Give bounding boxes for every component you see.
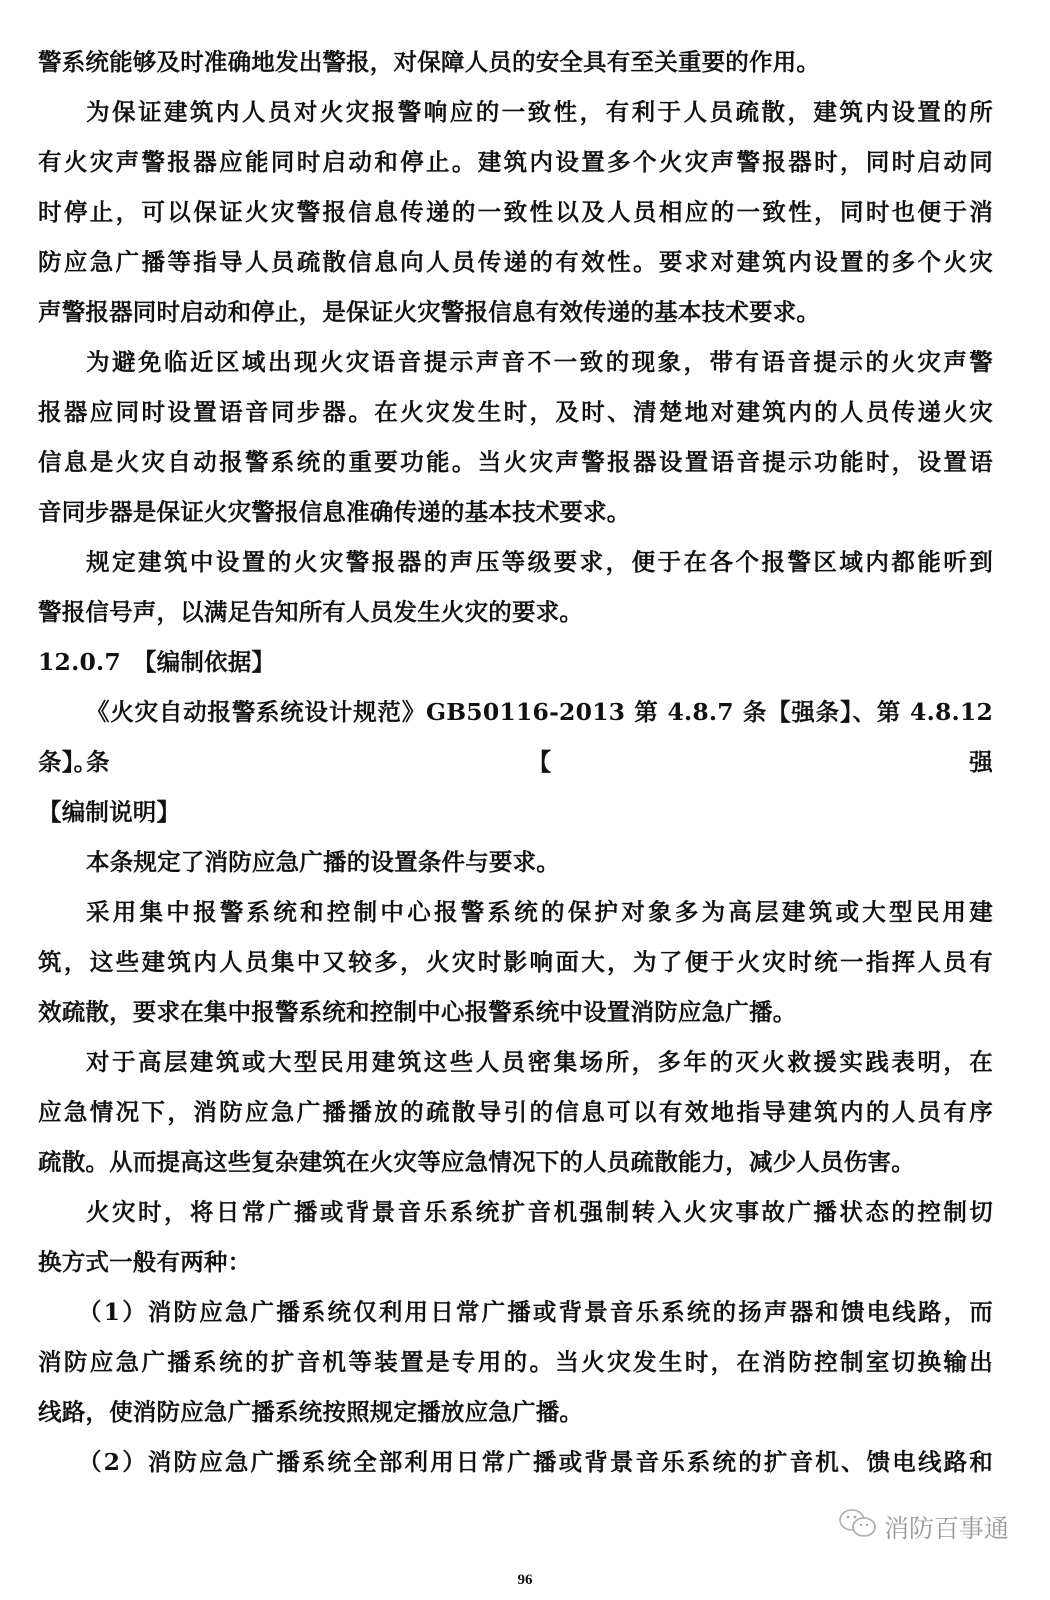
text-line: 为保证建筑内人员对火灾报警响应的一致性，有利于人员疏散，建筑内设置的所 [86, 98, 993, 126]
text-line: 线路，使消防应急广播系统按照规定播放应急广播。 [38, 1398, 584, 1426]
text-line: 声警报器同时启动和停止，是保证火灾警报信息有效传递的基本技术要求。 [38, 298, 821, 326]
document-body [38, 37, 993, 1487]
text-line: 信息是火灾自动报警系统的重要功能。当火灾声警报器设置语音提示功能时，设置语 [38, 448, 993, 476]
text-line: 本条规定了消防应急广播的设置条件与要求。 [86, 848, 560, 876]
watermark [838, 1508, 1009, 1546]
text-line: 警报信号声，以满足告知所有人员发生火灾的要求。 [38, 598, 584, 626]
text-line: 疏散。从而提高这些复杂建筑在火灾等应急情况下的人员疏散能力，减少人员伤害。 [38, 1148, 915, 1176]
list-item: （1）消防应急广播系统仅利用日常广播或背景音乐系统的扬声器和馈电线路，而 [78, 1298, 993, 1326]
list-item: （2）消防应急广播系统全部利用日常广播或背景音乐系统的扩音机、馈电线路和 [78, 1448, 993, 1476]
text-line: 条】。 [38, 748, 98, 776]
text-line: 音同步器是保证火灾警报信息准确传递的基本技术要求。 [38, 498, 631, 526]
subsection-heading: 【编制说明】 [38, 798, 181, 826]
text-line: 火灾时，将日常广播或背景音乐系统扩音机强制转入火灾事故广播状态的控制切 [86, 1198, 993, 1226]
text-line: 应急情况下，消防应急广播播放的疏散导引的信息可以有效地指导建筑内的人员有序 [38, 1098, 993, 1126]
text-line: 对于高层建筑或大型民用建筑这些人员密集场所，多年的灭火救援实践表明，在 [86, 1048, 993, 1076]
text-line: 规定建筑中设置的火灾警报器的声压等级要求，便于在各个报警区域内都能听到 [86, 548, 993, 576]
text-line: 换方式一般有两种： [38, 1248, 252, 1276]
text-line: 采用集中报警系统和控制中心报警系统的保护对象多为高层建筑或大型民用建 [86, 898, 993, 926]
text-line: 筑，这些建筑内人员集中又较多，火灾时影响面大，为了便于火灾时统一指挥人员有 [38, 948, 993, 976]
text-line: 为避免临近区域出现火灾语音提示声音不一致的现象，带有语音提示的火灾声警 [86, 348, 993, 376]
watermark-text: 消防百事通 [884, 1514, 1010, 1543]
text-line: 时停止，可以保证火灾警报信息传递的一致性以及人员相应的一致性，同时也便于消 [38, 198, 993, 226]
section-heading: 12.0.7 【编制依据】 [38, 648, 276, 676]
page-number: 96 [517, 1572, 533, 1588]
text-line: 《火灾自动报警系统设计规范》GB50116-2013 第 4.8.7 条【强条】、第 4.8.12 条【强 [86, 698, 993, 776]
text-line: 防应急广播等指导人员疏散信息向人员传递的有效性。要求对建筑内设置的多个火灾 [38, 248, 993, 276]
text-line: 有火灾声警报器应能同时启动和停止。建筑内设置多个火灾声警报器时，同时启动同 [38, 148, 993, 176]
wechat-icon [838, 1508, 878, 1546]
text-line: 报器应同时设置语音同步器。在火灾发生时，及时、清楚地对建筑内的人员传递火灾 [38, 398, 993, 426]
text-line: 消防应急广播系统的扩音机等装置是专用的。当火灾发生时，在消防控制室切换输出 [38, 1348, 993, 1376]
text-line: 效疏散，要求在集中报警系统和控制中心报警系统中设置消防应急广播。 [38, 998, 797, 1026]
text-line: 警系统能够及时准确地发出警报，对保障人员的安全具有至关重要的作用。 [38, 48, 821, 76]
